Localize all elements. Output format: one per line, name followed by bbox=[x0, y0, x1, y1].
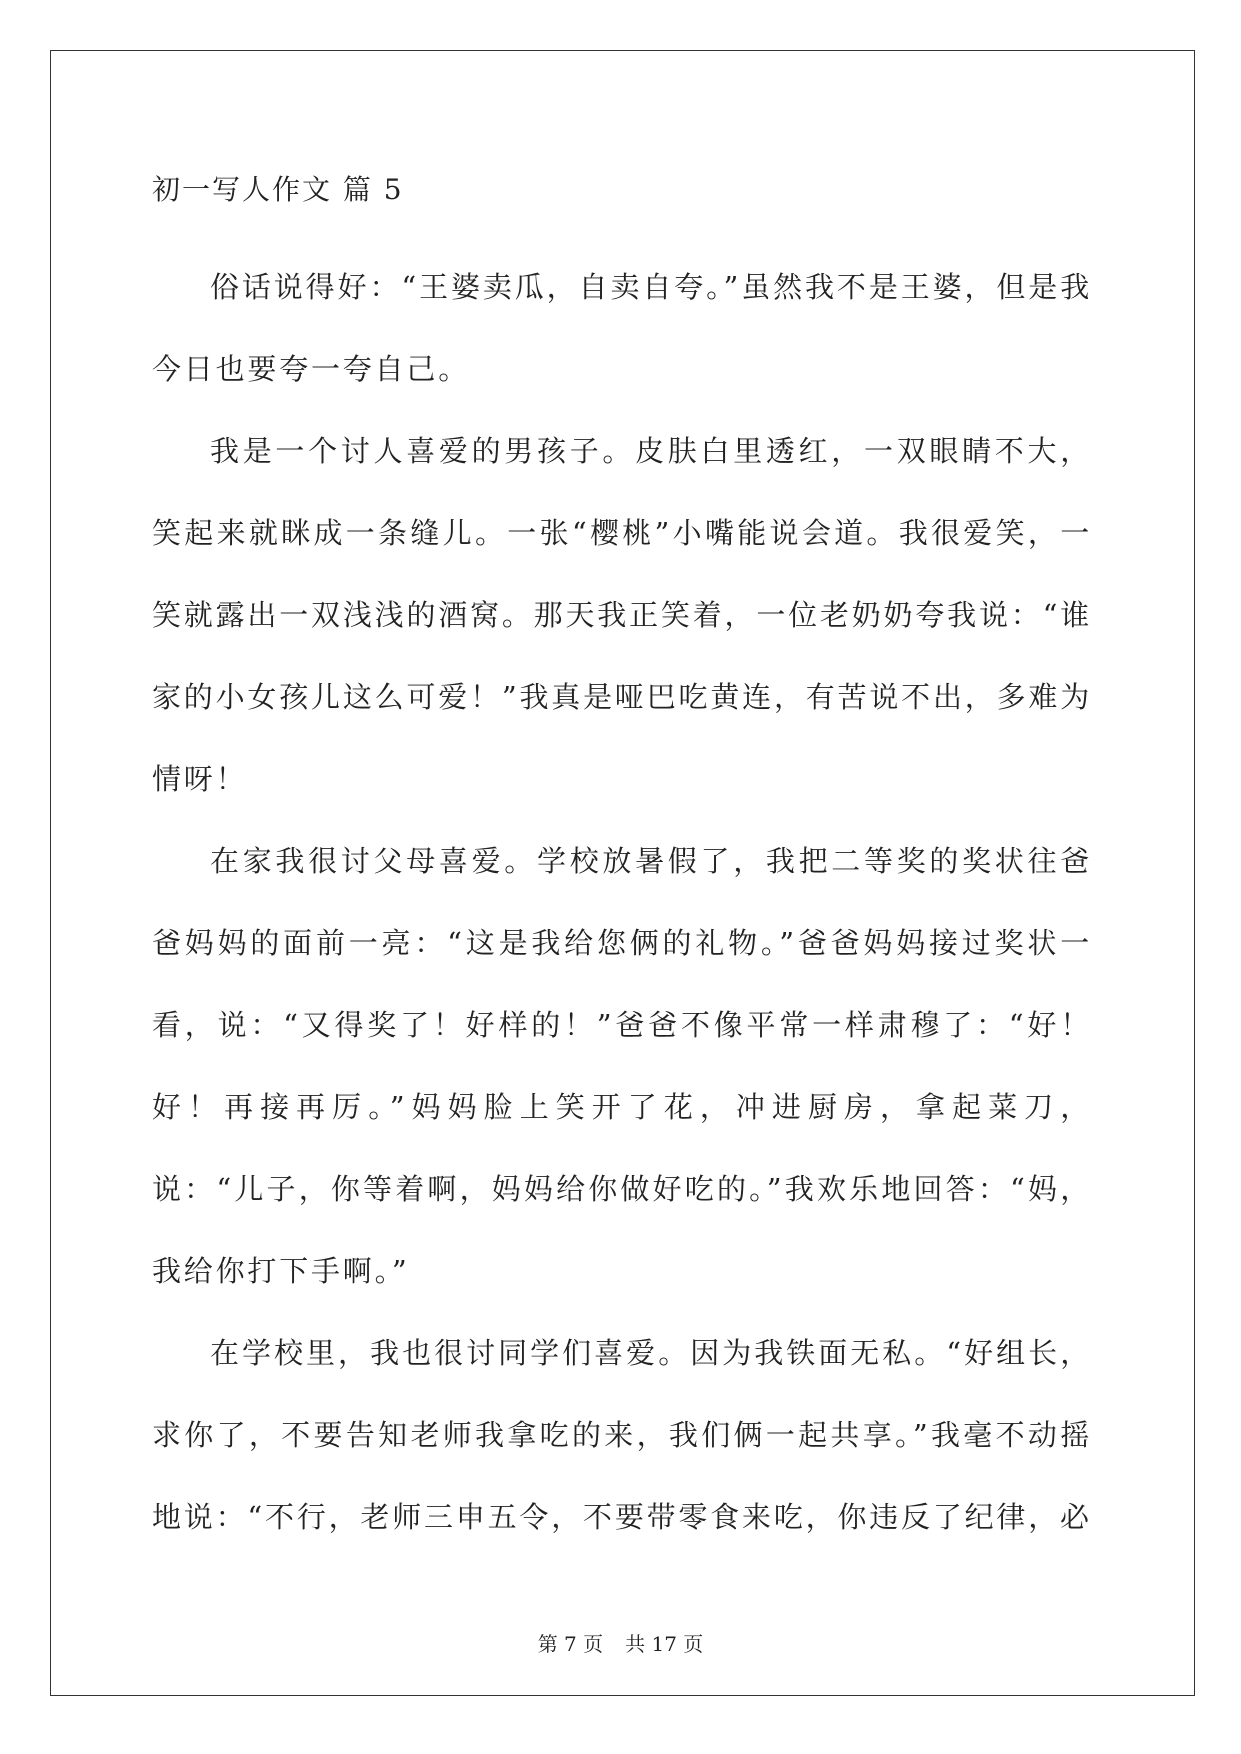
page-number: 第 7 页 bbox=[537, 1632, 604, 1656]
page-total: 共 17 页 bbox=[625, 1632, 704, 1656]
paragraph-4: 在学校里，我也很讨同学们喜爱。因为我铁面无私。“好组长，求你了，不要告知老师我拿吃的来，我们俩一起共享。”我毫不动摇地说：“不行，老师三申五令，不要带零食来吃，你违反了纪律，必 bbox=[152, 1336, 1092, 1534]
paragraph-2: 我是一个讨人喜爱的男孩子。皮肤白里透红，一双眼睛不大，笑起来就眯成一条缝儿。一张“樱桃”小嘴能说会道。我很爱笑，一笑就露出一双浅浅的酒窝。那天我正笑着，一位老奶奶夸我说：“谁家的小女孩儿这么可爱！”我真是哑巴吃黄连，有苦说不出，多难为情呀！ bbox=[152, 434, 1092, 796]
page-footer bbox=[0, 1632, 1241, 1656]
paragraph-3: 在家我很讨父母喜爱。学校放暑假了，我把二等奖的奖状往爸爸妈妈的面前一亮：“这是我给您俩的礼物。”爸爸妈妈接过奖状一看，说：“又得奖了！好样的！”爸爸不像平常一样肃穆了：“好！好！再接再厉。”妈妈脸上笑开了花，冲进厨房，拿起菜刀，说：“儿子，你等着啊，妈妈给你做好吃的。”我欢乐地回答：“妈，我给你打下手啊。” bbox=[152, 844, 1092, 1288]
document-body bbox=[152, 170, 1092, 1558]
paragraph-1: 俗话说得好：“王婆卖瓜，自卖自夸。”虽然我不是王婆，但是我今日也要夸一夸自己。 bbox=[152, 270, 1092, 386]
document-title: 初一写人作文 篇 5 bbox=[152, 173, 404, 206]
